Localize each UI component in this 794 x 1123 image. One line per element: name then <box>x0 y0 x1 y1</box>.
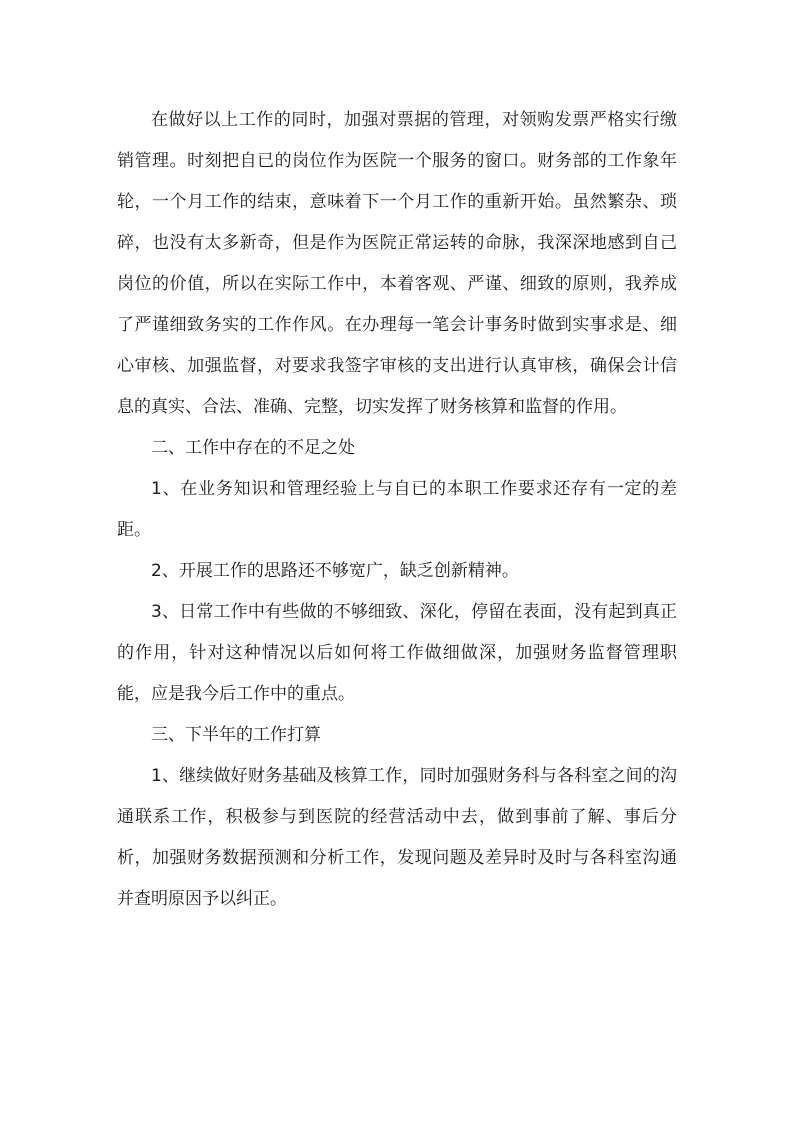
paragraph-shortcoming-1: 1、在业务知识和管理经验上与自已的本职工作要求还存有一定的差距。 <box>117 479 677 540</box>
paragraph-shortcoming-2: 2、开展工作的思路还不够宽广，缺乏创新精神。 <box>151 561 519 581</box>
section-heading-shortcomings: 二、工作中存在的不足之处 <box>151 438 355 458</box>
paragraph-plan-1: 1、继续做好财务基础及核算工作，同时加强财务科与各科室之间的沟通联系工作，积极参与到医院的经营活动中去，做到事前了解、事后分析，加强财务数据预测和分析工作，发现问题及差异时及时与各科室沟通并查明原因予以纠正。 <box>117 766 677 909</box>
section-heading-plans: 三、下半年的工作打算 <box>151 725 321 745</box>
paragraph-ticket-management: 在做好以上工作的同时，加强对票据的管理，对领购发票严格实行缴销管理。时刻把自已的岗位作为医院一个服务的窗口。财务部的工作象年轮，一个月工作的结束，意味着下一个月工作的重新开始。虽然繁杂、琐碎，也没有太多新奇，但是作为医院正常运转的命脉，我深深地感到自己岗位的价值，所以在实际工作中，本着客观、严谨、细致的原则，我养成了严谨细致务实的工作作风。在办理每一笔会计事务时做到实事求是、细心审核、加强监督，对要求我签字审核的支出进行认真审核，确保会计信息的真实、合法、准确、完整，切实发挥了财务核算和监督的作用。 <box>117 110 677 417</box>
paragraph-shortcoming-3: 3、日常工作中有些做的不够细致、深化，停留在表面，没有起到真正的作用，针对这种情况以后如何将工作做细做深，加强财务监督管理职能，应是我今后工作中的重点。 <box>117 602 677 704</box>
document-body <box>117 100 677 920</box>
